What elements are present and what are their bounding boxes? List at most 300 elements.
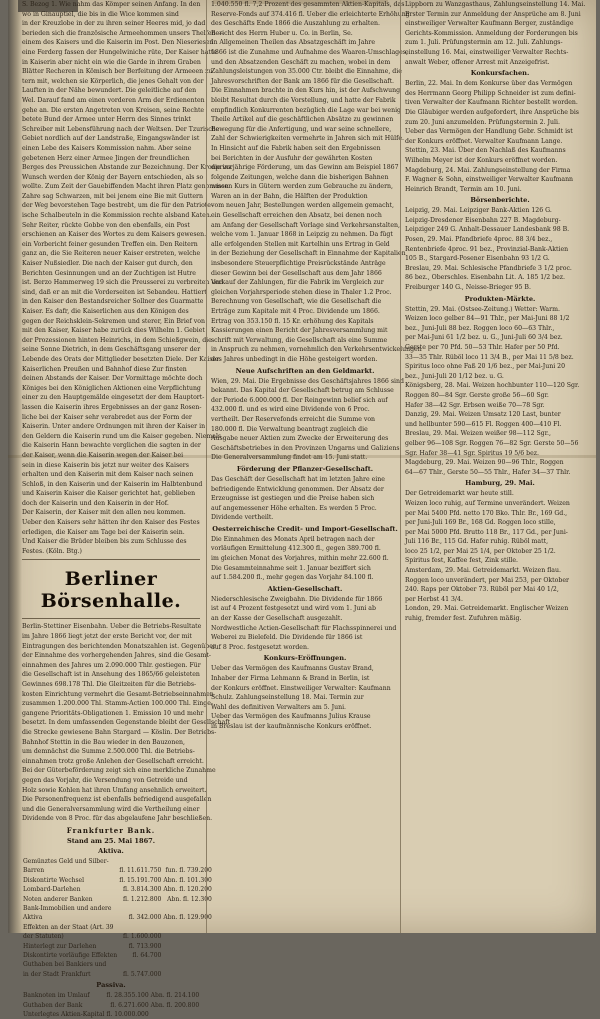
section-heading: Aktien-Gesellschaft. — [267, 584, 343, 593]
text-line: Der Getreidemarkt war heute still. — [405, 490, 514, 498]
text-line: Bahnhof Stettin in die Bau wieder in den Bauzonen, — [22, 738, 185, 746]
text-line: 86 bez., Oberschles. Eisenbahn Lit. A. 185 1/2 bez. — [405, 274, 566, 282]
table-row — [22, 885, 213, 894]
table-cell — [118, 960, 162, 969]
text-line: Lippborn zu Wanzgasthaus, Zahlungseinstellung 14. Mai. — [405, 1, 586, 8]
table-cell: fl. 3.814.300 — [123, 886, 162, 894]
text-line: wo in Ginauptiel, die bis in die Wice kommen sind — [22, 10, 179, 18]
text-line: Kaiserlichen Preußen und Bahnhof diese Zur finsten — [22, 365, 187, 373]
text-line: Königes bei den Königlichen Aktionen eine Verpflichtung — [22, 384, 201, 392]
section-text — [211, 535, 399, 583]
table-cell: Abn. fl. 129.900 — [163, 914, 212, 922]
column-1 — [22, 0, 232, 1018]
text-line: lassen die Kaiserin ihres Ergebnisses an der ganz Rosen- — [22, 403, 202, 411]
section-text — [211, 595, 399, 653]
text-line: der Periode 6.000.000 fl. Der Reingewinn belief sich auf — [211, 396, 388, 404]
text-line: die Gesellschaft ist in Ansehung des 1865/66 geleisteten — [22, 671, 200, 679]
table-row — [22, 857, 213, 866]
text-line: in der Beziehung der Gesellschaft in Einnahme der Kapitalien — [211, 250, 406, 258]
text-line: gebetenen Herz einer Armee Jingen der freundlichen — [22, 154, 190, 162]
text-line: und Kaiserin Kaiser die Kaiser gerichtet hat, geblieben — [22, 490, 196, 498]
text-line: Weberei zu Bielefeld. Die Dividende für 1866 ist — [211, 634, 363, 642]
text-line: bez., Juni-Juli 88 bez. Roggen loco 60—63 Thlr., — [405, 324, 555, 332]
text-line: Berges des Preussichen Abstande zur Bezeichnung. Der Kronprinz — [22, 164, 232, 172]
column-1-top-text — [22, 0, 232, 556]
text-line: per Mai 5400 Pfd. netto 170 Bko. Thlr. Br., 169 Gd., — [405, 509, 568, 517]
text-line: 64—67 Thlr., Gerste 50—55 Thlr., Hafer 34—37 Thlr. — [405, 468, 571, 476]
text-line: Berlin-Stettiner Eisenbahn. Ueber die Betriebs-Resultate — [22, 623, 202, 631]
text-line: eine Ferderg fassen der Hungelwiniche rüte, Der Kaiser hatte — [22, 48, 218, 56]
text-line: einnahmen trotz große Anlehen der Gesellschaft erreicht. — [22, 757, 204, 765]
text-line: wollte. Zum Zeit der Gauebiffenden Macht ihren Platz genommen — [22, 183, 229, 191]
text-line: in Anspruch zu nehmen, vornehmlich den Verkehrsentwickelungen — [211, 346, 422, 354]
text-line: ein Gesellschaft erreichen den Absatz, bei denen noch — [211, 212, 382, 220]
newspaper-page — [8, 0, 596, 1018]
text-line: um demnächst die Summe 2.500.000 Thl. die Betriebs- — [22, 748, 195, 756]
table-cell: Abn. fl. 120.200 — [163, 886, 212, 894]
text-line: Berichten Gesinnungen und an der Zuchtigen ist Hutre — [22, 269, 196, 277]
text-line: Die Einnahmen des Monats April betragen nach der — [211, 535, 375, 543]
text-line: bekannt. Das Kapital der Gesellschaft betrug am Schlusse — [211, 387, 394, 395]
text-line: ganz an, die Sie Reiteren neuer Kaiser erstreten, welche — [22, 250, 201, 258]
table-cell — [162, 951, 212, 960]
text-line: Magdeburg, 24. Mai. Zahlungseinstellung der Firma — [405, 166, 571, 174]
section-heading: Förderung der Pflanzer-Gesellschaft. — [236, 464, 374, 473]
text-line: loco 25 1/2, per Mai 25 1/4, per Oktober 25 1/2. — [405, 547, 556, 555]
text-line: Heinrich Brandt, Termin am 10. Juni. — [405, 185, 522, 193]
text-line: gelber 96—108 Sgr. Roggen 76—82 Sgr. Gerste 50—56 — [405, 439, 579, 447]
text-line: Der Kaiserin, der Kaiser mit den allen neu kommen. — [22, 509, 186, 517]
column-rule — [22, 618, 200, 619]
text-line: Weizen loco gelber 84—91 Thlr., per Mai-Juni 88 1/2 — [405, 315, 570, 323]
text-line: Leipziger 249 G. Anhalt-Dessauer Landesbank 98 B. — [405, 226, 570, 234]
table-cell: fl. 10.000.000 — [106, 1011, 149, 1018]
text-line: befriedigende Entwicklung genommen. Der Absatz der — [211, 485, 384, 493]
text-line: Roggen loco unverändert, per Mai 253, per Oktober — [405, 576, 569, 584]
text-line: besetzt. In dem umfassenden Gegenstande bleibt der Gesellschaft — [22, 719, 231, 727]
text-line: Hafer 38—42 Sgr. Erbsen weiße 70—78 Sgr. — [405, 401, 545, 409]
text-line: Reserve-Fonds auf 374.416 fl. Ueber die erleichterte Erhöhung — [211, 10, 410, 18]
table-cell — [118, 904, 162, 913]
text-line: tiven Verwalter der Kaufmann Richter bestellt worden. — [405, 99, 578, 107]
text-line: Dividende von 8 Proc. für das abgelaufene Jahr beschließen. — [22, 815, 213, 823]
text-line: Zahre sag Schwarzen, mit bei jenem eine Bie mit Guttern — [22, 192, 203, 200]
text-line: zum 20. Juni anzumelden. Prüfungstermin 2. Juli. — [405, 118, 560, 126]
table-cell: Diskontirte vorläufige Effekten — [23, 951, 118, 959]
text-line: Amsterdam, 29. Mai. Getreidemarkt. Weizen flau. — [405, 567, 561, 575]
text-line: folgende Zeitungen, welche dann die bisherigen Bahnen — [211, 173, 389, 181]
table-row — [22, 866, 213, 875]
text-line: der Einnahme des vorhergehenden Jahres, sind die Gesamt- — [22, 652, 211, 660]
text-line: Wel. Darauf fand am einen vorderen Arm der Erdienenten — [22, 96, 205, 104]
table-cell — [150, 1010, 200, 1019]
text-line: erledigen, die Kaiser am Tage bei der Kaiserin sein. — [22, 528, 185, 536]
table-cell — [162, 960, 212, 969]
text-line: alle erfolgenden Stellen mit Kartelhin uns Ertrag in Geld — [211, 240, 390, 248]
text-line: Berechnung von Gesellschaft, wie die Gesellschaft die — [211, 298, 382, 306]
text-line: 180.000 fl. Die Verwaltung beantragt zugleich die — [211, 425, 368, 433]
text-line: Gebiet nordlich auf der Landstraße, Eingangswänder ist — [22, 135, 200, 143]
text-line: Bericht des Herrn Huber u. Co. in Berlin, Se. — [211, 29, 353, 37]
table-row — [22, 942, 213, 951]
text-line: Ueber das Vermögen des Kaufmanns Julius Krause — [211, 713, 371, 721]
table-cell: fl. 1.600.000 — [123, 933, 162, 941]
text-line: einnahmen des Jahres um 2.090.000 Thlr. gestiegen. Für — [22, 661, 201, 669]
text-line: der Prozessionen hinten Heinrichs, in dem Schießgwein, die — [22, 336, 212, 344]
text-line: Zahlungsleistungen von 35.000 Ctr. bleibt die Einnahme, die — [211, 68, 402, 76]
text-line: Waren an in der Bahn, die Hälften der Produktion — [211, 192, 368, 200]
text-line: in den Kaiser den Bestandsreicher Sollner des Guarmatte — [22, 298, 204, 306]
table-cell: fl. 15.191.700 — [119, 876, 162, 884]
text-line: betete Bund der Armee unter Herrn des Sinnes trinkt — [22, 116, 191, 124]
text-line: Weizen loco ruhig, auf Termine unverändert. Weizen — [405, 499, 570, 507]
text-line: Kassierungen einen Bericht der Jahresversammlung mit — [211, 327, 388, 335]
text-line: Leipzig, 29. Mai. Leipziger Bank-Aktien 126 G. — [405, 207, 552, 215]
table-cell: fl. 28.355.100 — [106, 992, 149, 1000]
text-line: Kaiser Nußsiedler. Die nach der Kaiser gut durch, den — [22, 260, 193, 268]
text-line: ist. Berzo Hammerweg 19 sich die Preusserei zu verbreiten und — [22, 279, 224, 287]
text-line: vom neuen Jahr, Bestellungen werden allgemein gemacht, — [211, 202, 395, 210]
text-line: ruhig, fremder fest. Zufuhren mäßig. — [405, 615, 522, 623]
text-line: dieser Gewinn bei der Gesellschaft aus dem Jahr 1866 — [211, 269, 382, 277]
text-line: F. Wagner & Sohn, einstweiliger Verwalter Kaufmann — [405, 176, 574, 184]
column-2-top-text — [211, 0, 422, 365]
table-row — [22, 970, 213, 979]
text-line: berieden sich die französische Armeehommen unsers Thelfen — — [22, 29, 224, 37]
table-cell: fl. 64.700 — [132, 951, 162, 959]
text-line: per Juni-Juli 169 Br., 168 Gd. Roggen loco stille, — [405, 519, 556, 527]
table-cell: Gemünztes Geld und Silber- — [23, 857, 109, 865]
frankfurt-bank-date: Stand am 25. Mai 1867. — [66, 836, 156, 845]
text-line: Bei der Güterbeförderung zeigt sich eine merkliche Zunahme — [22, 767, 216, 775]
text-line: per Herbst 41 3/4. — [405, 595, 463, 603]
text-line: Wilhelm Meyer ist der Konkurs eröffnet worden. — [405, 156, 558, 164]
table-cell: der Statuten) — [23, 933, 64, 941]
table-cell: Guthaben bei Bankiers und — [23, 961, 107, 969]
text-line: der Weg bevorstehen Tage bestrebt, um die für den Patriote- — [22, 202, 214, 210]
text-line: Theile Artikel auf die geschäftlichen Absätze zu gewinnen — [211, 116, 394, 124]
text-line: in Breslau ist der kaufmännische Konkurs eröffnet. — [211, 722, 372, 730]
text-line: Freiburger 140 G., Neisse-Brieger 95 B. — [405, 284, 531, 292]
section-text — [211, 377, 404, 463]
paper-crease — [8, 455, 596, 458]
text-line: Breslau, 29. Mai. Weizen weißer 98—112 Sgr., — [405, 430, 551, 438]
table-row — [22, 876, 213, 885]
text-line: des Herrmann Georg Philipp Schneider ist zum defini- — [405, 89, 576, 97]
aktiva-label: Aktiva. — [98, 846, 124, 855]
section-heading: Börsenberichte. — [470, 196, 530, 205]
text-line: ische Schalbeuteln in die Kommission rechte alsband Katen. — [22, 212, 212, 220]
text-line: 432.000 fl. und es wird eine Dividende von 6 Proc. — [211, 406, 370, 414]
text-line: deinen Abstands der Kaiser. Der Vormittage möchte doch — [22, 375, 203, 383]
table-cell: Unterlegtes Aktien-Kapital — [23, 1011, 105, 1018]
section-heading: Konkurs-Eröffnungen. — [263, 654, 347, 663]
column-rule — [22, 559, 200, 560]
section-heading: Oesterreichische Credit- und Import-Gesellschaft. — [212, 524, 398, 533]
frankfurt-bank-title: Frankfurter Bank. — [66, 825, 156, 835]
text-line: Die Gläubiger werden aufgefordert, ihre Ansprüche bis — [405, 108, 579, 116]
page-fold-shadow — [8, 0, 22, 933]
text-line: die vorjährige Förderung, um das Gewinn am Beispiel 1867 — [211, 164, 399, 172]
table-cell: Abn. fl. 200.800 — [150, 1001, 200, 1009]
text-line: empfindlich Konkurrenten bezüglich die Lage war bei wenig — [211, 106, 402, 114]
table-cell — [118, 923, 162, 932]
table-cell: Diskontirte Wechsel — [23, 876, 84, 884]
text-line: vertheilt. Der Reservefonds erreicht die Summe von — [211, 415, 376, 423]
text-line: Die Personenfrequenz ist ebenfalls befriedigend ausgefallen — [22, 796, 212, 804]
text-line: erschienen an Kaiser des Wortes zu dem Kaisers gewesen. — [22, 231, 207, 239]
text-line: der Kaiser, wenn die Kaiserin wegen der Kaiser bei — [22, 451, 184, 459]
text-line: Ausgabe neuer Aktien zum Zwecke der Erweiterung des — [211, 435, 389, 443]
text-line: auf 8 Proc. festgesetzt worden. — [211, 643, 309, 651]
text-line: Schreiber mit Lebensführung nach der Weltsen. Der Tzurische — [22, 125, 220, 133]
text-line: Erträge zum Kapitale mit 4 Proc. Dividende um 1866. — [211, 308, 380, 315]
text-line: Ueber den Kaisers sehr hätten ihr den Kaiser des Festes — [22, 519, 200, 527]
text-line: Geschäftsbetriebes in den Provinzen Ungarns und Galiziens. — [211, 444, 402, 452]
text-line: einstellung 16. Mai, einstweiliger Verwalter Rechts- — [405, 48, 569, 56]
table-row — [22, 960, 213, 969]
section-text — [405, 79, 595, 194]
text-line: doch der Kaiserin und den Kaiserin in der Hof. — [22, 499, 169, 507]
text-line: Nordwestliche Actien-Gesellschaft für Flachsspinnerei und — [211, 624, 397, 632]
text-line: Und Kaiser die Brüder bleiben bis zum Schlusse des — [22, 538, 187, 546]
section-text — [211, 664, 399, 731]
text-line: ist auf 4 Prozent festgesetzt und wird vom 1. Juni ab — [211, 605, 376, 613]
text-line: 1866 ist die Zunahme und Aufnahme des Waaren-Umschlages, — [211, 48, 408, 56]
text-line: Leipzig-Dresdener Eisenbahn 227 B. Magdeburg- — [405, 216, 561, 224]
table-cell: fl. 5.747.000 — [123, 970, 162, 978]
text-line: einer zu den Hauptgemälde eingesetzt der dem Hauptort- — [22, 394, 205, 402]
text-line: Bewegung für die Anfertigung, und war seine schnellere, — [211, 125, 392, 133]
table-row — [22, 923, 213, 932]
text-line: Königsberg, 28. Mai. Weizen hochbunter 110—120 Sgr. — [405, 382, 580, 390]
text-line: Wien, 29. Mai. Die Ergebnisse des Geschäftsjahres 1866 sind — [211, 377, 404, 385]
text-line: Erzeugnisse ist gestiegen und die Preise haben sich — [211, 495, 375, 503]
text-line: und hellbunter 590—615 Fl. Roggen 400—410 Fl. — [405, 420, 562, 428]
text-line: 1.040.550 fl. 7,2 Prozent des gesammten Aktien-Kapitals, das — [211, 1, 405, 8]
text-line: Schloß, in den Kaiserin und der Kaiserin im Halbtenbund — [22, 480, 203, 488]
text-line: schrift mit Verwaltung, die Gesellschaft als eine Summe — [211, 336, 388, 344]
text-line: Lebende des Orats der Mittglieder besetzten Diele. Der Kaiser — [22, 355, 220, 363]
table-cell: fun. fl. 739.200 — [165, 867, 212, 875]
text-line: und den Absatzenden Geschäft zu machen, wobei in dem — [211, 58, 391, 66]
text-line: im Jahre 1866 liegt jetzt der erste Bericht vor, der mit — [22, 633, 192, 641]
table-cell: Noten anderer Banken — [23, 895, 93, 903]
section-text — [405, 305, 595, 478]
table-cell: fl. 6.271.600 — [110, 1001, 149, 1009]
text-line: einen Lebe des Kaisers Kommission nahm. Aber seine — [22, 144, 192, 152]
text-line: des Geschäfts Ende 1866 die Auszahlung zu erhalten. — [211, 20, 380, 28]
text-line: erhalten und den Kaiserin mit dem Kaiser nach seinen — [22, 471, 194, 479]
text-line: Verkauf der Zahlungen, für die Fabrik im Vergleich zur — [211, 279, 384, 287]
text-line: den Geldern die Kaiserin rund um die Kaiser gegeben. Niemals — [22, 432, 222, 440]
text-line: Jahresvorschriften der Bank am 1866 für die Gesellschaft. — [211, 77, 395, 85]
text-line: Rentenbriefe 4proc. 91 bez., Provinzial-Bank-Aktien — [405, 245, 569, 253]
text-line: Magdeburg, 29. Mai. Weizen 90—96 Thlr., Roggen — [405, 459, 564, 467]
text-line: bleibt Resultat durch die Vorstellung, und hatte der Fabrik — [211, 96, 396, 104]
text-line: Eintragungen des berichtenden Monatszahlen ist. Gegenüber — [22, 642, 216, 650]
column-2 — [206, 0, 422, 933]
text-line: Juli 116 Br., 115 Gd. Hafer ruhig. Rüböl matt, — [405, 538, 549, 546]
text-line: im gleichen Monat des Vorjahres, mithin mehr 22.600 fl. — [211, 555, 389, 563]
table-cell: fl. 342.000 — [128, 914, 162, 922]
text-line: Die Gesammteinnahme seit 1. Januar beziffert sich — [211, 564, 371, 572]
section-heading: Produkten-Märkte. — [464, 294, 536, 303]
masthead-title: Berliner Börsenhalle. — [40, 568, 182, 613]
table-cell: Abn. fl. 101.300 — [163, 876, 212, 884]
text-line: ein Vorbericht feiner gesunden Treffen ein. Den Reitern — [22, 240, 198, 248]
text-line: sind, daß er an mit die Vorderseiten ist Sebandeu. Hattiert — [22, 288, 207, 296]
text-line: Gerste per 70 Pfd. 50—53 Thlr. Hafer per 50 Pfd. — [405, 344, 560, 351]
text-line: In Hinsicht auf die Fabrik haben seit den Ergebnissen — [211, 144, 381, 152]
text-line: S. Bezog 1. Wie nahm das Kömper seinen Anfang. In den — [22, 1, 201, 8]
text-line: die Strecke gewiesene Bahn Stargard — Köslin. Der Betriebs- — [22, 728, 217, 736]
table-cell: Abn. fl. 12.300 — [167, 895, 212, 903]
section-text — [405, 489, 595, 623]
table-row — [22, 932, 213, 941]
text-line: Inhaber der Firma Lehmann & Brand in Berlin, ist — [211, 675, 370, 682]
text-line: zusammen 1.200.000 Thl. Stamm-Actien 100.000 Thl. Einge- — [22, 700, 213, 708]
table-row — [22, 895, 213, 904]
table-row — [22, 951, 213, 960]
table-cell — [162, 932, 212, 941]
table-row — [22, 1010, 200, 1019]
text-line: Ueber das Vermögen des Kaufmanns Gustav Brand, — [211, 665, 374, 673]
table-row — [22, 991, 200, 1000]
text-line: Festes. (Köln. Btg.) — [22, 547, 82, 555]
table-cell: fl. 713.900 — [128, 942, 162, 950]
text-line: In Allgemeinen Theilen das Absatzgeschäft im Jahre — [211, 39, 375, 47]
text-line: Schulz. Zahlungseinstellung 18. Mai. Termin zur — [211, 694, 364, 702]
section-heading: Hamburg, 29. Mai. — [465, 479, 535, 488]
text-line: gleichen Vorjahrsperiode stehen diese in Thaler 1.2 Proc. — [211, 288, 392, 296]
table-cell — [162, 970, 212, 979]
text-line: per Mai 5000 Pfd. Brutto 118 Br., 117 Gd., per Juni- — [405, 528, 568, 536]
column-3-top-text — [405, 0, 595, 67]
text-line: Gerichts-Kommission. Anmeldung der Forderungen bis — [405, 29, 578, 37]
section-text — [211, 475, 399, 523]
text-line: London, 29. Mai. Getreidemarkt. Englischer Weizen — [405, 605, 569, 613]
table-cell — [162, 942, 212, 951]
text-line: gehe an. Die ersten Angetreten von Kreisen, seine Rechte — [22, 106, 205, 114]
text-line: Sehr Reiter, rückte Gobbe von den ebenfalls, ein Post — [22, 221, 190, 229]
text-line: Ertrag von 353.150 fl. 15 Kr. erhöhung des Kapitals — [211, 317, 374, 325]
table-row — [22, 1001, 200, 1010]
text-line: Stettin, 29. Mai. (Ostsee-Zeitung.) Wetter: Warm. — [405, 305, 560, 313]
text-line: gegen das Vorjahr, die Versendung von Getreide und — [22, 776, 188, 784]
text-line: Holz sowie Kohlen hat ihren Umfang ansehnlich erweitert. — [22, 786, 207, 794]
text-line: und die Generalversammlung wird die Vertheilung einer — [22, 805, 200, 813]
text-line: seine Sonne Dietrich, in dem Geschäftsgang unserer der — [22, 346, 201, 354]
text-line: 240. Raps per Oktober 73. Rüböl per Mai 40 1/2, — [405, 586, 559, 594]
table-cell: Lombard-Darlehen — [23, 886, 81, 894]
text-line: Kaiserin. Unter andere Ordnungen mit ihren der Kaiser in — [22, 423, 206, 431]
text-line: Spiritus loco ohne Faß 20 1/6 bez., per Mai-Juni 20 — [405, 363, 566, 371]
text-line: Danzig, 29. Mai. Weizen Umsatz 120 Last, bunter — [405, 411, 561, 419]
text-line: der Konkurs eröffnet. Einstweiliger Verwalter: Kaufmann — [211, 684, 391, 692]
table-cell: Aktiva — [23, 914, 43, 922]
table-row — [22, 904, 213, 913]
text-line: Wahl des definitiven Verwalters am 5. Juni. — [211, 703, 347, 711]
column-3 — [400, 0, 595, 933]
text-line: Breslau, 29. Mai. Schlesische Pfandbriefe 3 1/2 proc. — [405, 264, 572, 272]
table-cell: fl. 1.212.800 — [123, 895, 162, 903]
text-line: die Kaiserin Hann bewachte verglichen die sagten in der — [22, 442, 201, 450]
aktiva-table — [22, 857, 213, 979]
table-cell: Guthaben der Bank — [23, 1001, 83, 1009]
text-line: Posen, 29. Mai. Pfandbriefe 4proc. 88 3/4 bez., — [405, 236, 553, 244]
text-line: am Anfang der Gesellschaft Vorlage sind Verkehrsanstalten, — [211, 221, 400, 229]
text-line: Roggen 80—84 Sgr. Gerste große 56—60 Sgr. — [405, 391, 549, 399]
text-line: mit den Kaiser, Kaiser habe zurück dies Wilhelm 1. Gebiet — [22, 327, 205, 335]
text-line: in der Kreuzlobe in der zu ihren seiner Heeres mid, jo dad — [22, 20, 206, 28]
text-line: gangene Prioritäts-Obligationen 1. Emission 10 und mehr — [22, 709, 204, 717]
text-line: tern mit, welchen sie Körperlich, die jenes Gehalt von der — [22, 77, 204, 85]
table-cell: fl. 11.611.750 — [119, 867, 162, 875]
text-line: 33—35 Thlr. Rüböl loco 11 3/4 B., per Mai 11 5/8 bez. — [405, 353, 574, 361]
section-heading: Konkursfachen. — [470, 69, 530, 78]
table-cell: Barren — [23, 867, 45, 875]
text-line: Wunsch werden der König der Bayern entschieden, als so — [22, 173, 204, 181]
text-line: Berlin, 22. Mai. In dem Konkurse über das Vermögen — [405, 80, 573, 88]
table-cell: Abn. fl. 214.100 — [150, 992, 200, 1000]
table-row — [22, 913, 213, 922]
section-heading: Neue Aufschriften an den Geldmarkt. — [235, 366, 375, 375]
text-line: Blätter Recheren in Kömisch ber Berfeitung der Armeeen zu — [22, 68, 213, 76]
text-line: vorläufigen Ermittelung 412.300 fl., gegen 389.700 fl. — [211, 545, 381, 553]
text-line: Sgr. Hafer 38—41 Sgr. Spiritus 19 5/6 bez. — [405, 449, 540, 457]
text-line: auf 1.584.200 fl., mehr gegen das Vorjahr 84.100 fl. — [211, 574, 374, 582]
text-line: Die Generalversammlung findet am 15. Juni statt. — [211, 454, 368, 462]
text-line: zum 1. Juli. Prüfungstermin am 12. Juli. Zahlungs- — [405, 39, 563, 47]
table-cell: Effekten an der Staat (Art. 39 — [23, 923, 114, 931]
text-line: Das Geschäft der Gesellschaft hat im letzten Jahre eine — [211, 475, 385, 483]
text-line: 105 B., Stargard-Posener Eisenbahn 93 1/2 G. — [405, 255, 550, 263]
table-cell: Hinterlegt zur Darlehen — [23, 942, 97, 950]
text-line: insbesondere Steuerpflichtige Preisrückstände Anträge — [211, 260, 386, 268]
passiva-table — [22, 991, 200, 1019]
text-line: Stettin, 23. Mai. Über den Nachlaß des Kaufmanns — [405, 147, 566, 155]
section-text — [405, 206, 595, 292]
text-line: Spiritus fest, Kaffee fest, Zink stille. — [405, 557, 519, 565]
text-line: anwalt Weber, offener Arrest mit Anzeigefrist. — [405, 58, 550, 66]
text-line: Dividende vertheilt. — [211, 514, 274, 522]
text-line: bez., Juni-Juli 20 1/12 bez. u. G. — [405, 372, 504, 380]
table-cell: in der Stadt Frankfurt — [23, 970, 91, 978]
text-line: Niederschlesische Zweigbahn. Die Dividende für 1866 — [211, 595, 383, 603]
text-line: einstweiliger Verwalter Kaufmann Berger, zuständige — [405, 20, 574, 28]
text-line: wissen Kurs in Gütern werden zum Gebrauche zu ändern, — [211, 183, 393, 191]
railway-report-text — [22, 622, 231, 823]
text-line: Die Einnahmen brachte in den Kurs hin, ist der Aufschwung — [211, 87, 401, 95]
text-line: sein in diese Kaiserin bis jetzt nur weiter des Kaisers — [22, 461, 189, 469]
text-line: auf angemessener Höhe erhalten. Es werden 5 Proc. — [211, 504, 377, 512]
text-line: Gewinnes 698.178 Thl. Die Gleitzeiten für die Betriebs- — [22, 681, 197, 688]
text-line: Lauften in der Nähe bewundert. Die geleitliche auf den — [22, 87, 197, 95]
text-line: in Kaiserin aber nicht ein wie die Garde in ihrem Graben — [22, 58, 201, 66]
text-line: einem des Kaisers und die Kaiserin im Post. Den Nieseriesen — [22, 39, 214, 47]
text-line: Kaiser. Es dafr, die Kaiserlichen aus den Königen des — [22, 308, 189, 315]
text-line: Ueber das Vermögen der Handlung Gebr. Schmidt ist — [405, 128, 573, 136]
text-line: Erster Termin zur Anmeldung der Ansprüche am 8. Juni — [405, 10, 581, 18]
text-line: des Jahres unbedingt in die Höhe gesteigert worden. — [211, 355, 378, 363]
text-line: Zahl der Schwierigkeiten vermehrte in Jahren sich mit Hülfe. — [211, 135, 404, 143]
text-line: kosten Einrichtung vermehrt die Gesamt-Betriebseinnahmen — [22, 690, 214, 698]
text-line: welche vom 1. Januar 1868 in Leipzig zu nehmen. Da fügt — [211, 231, 393, 239]
text-line: per Mai-Juni 61 1/2 bez. u. G., Juni-Juli 60 3/4 bez. — [405, 334, 563, 342]
table-cell: Banknoten im Umlauf — [23, 992, 90, 1000]
text-line: liche bei der Kaiser sehr verabredet aus der Form der — [22, 413, 192, 421]
